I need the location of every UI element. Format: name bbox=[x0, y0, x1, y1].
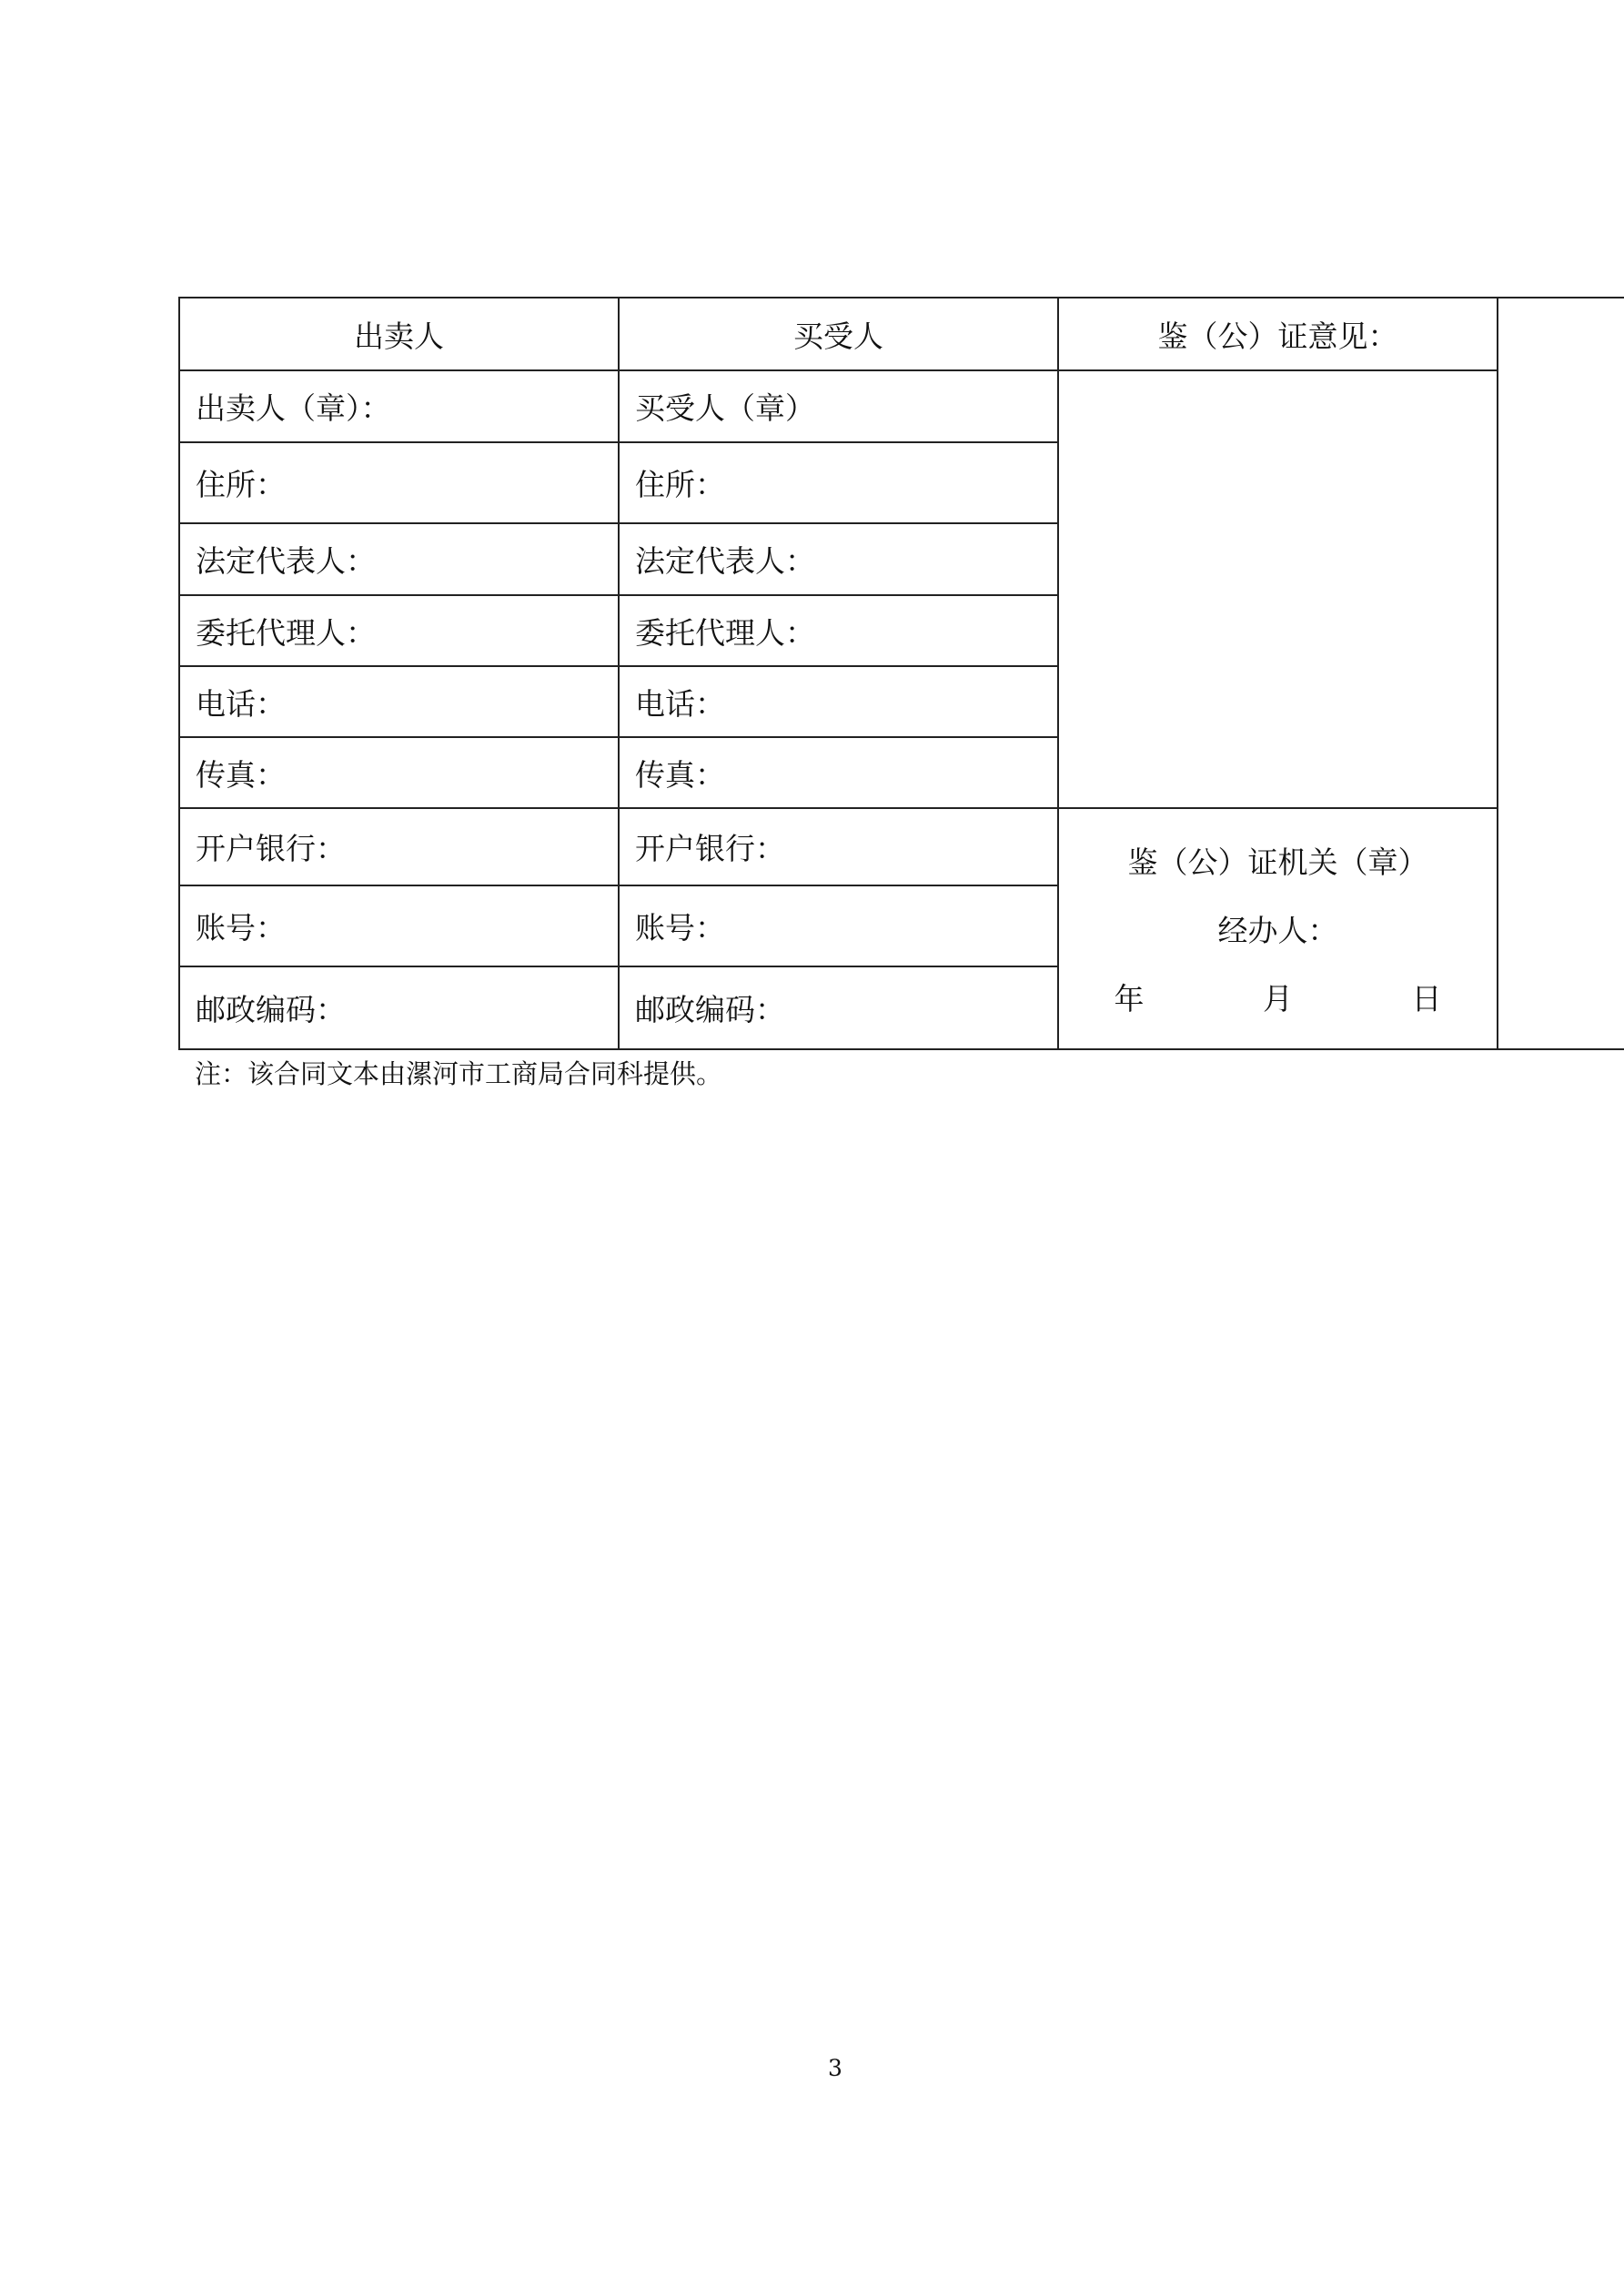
notary-agency-cell bbox=[1058, 808, 1498, 1049]
notary-opinion-area bbox=[1058, 370, 1498, 808]
table-row bbox=[179, 370, 1624, 442]
seller-agent-field: 委托代理人： bbox=[179, 595, 619, 666]
notary-agency-seal-label: 鉴（公）证机关（章） bbox=[1127, 845, 1428, 880]
month-label: 月 bbox=[1263, 981, 1293, 1017]
seller-phone-field: 电话： bbox=[179, 666, 619, 737]
seller-seal-field: 出卖人（章）： bbox=[179, 370, 619, 442]
buyer-account-field: 账号： bbox=[619, 885, 1058, 966]
handler-label: 经办人： bbox=[1217, 913, 1338, 948]
buyer-column-header: 买受人 bbox=[619, 298, 1058, 370]
page-number: 3 bbox=[828, 2055, 842, 2081]
buyer-phone-field: 电话： bbox=[619, 666, 1058, 737]
day-label: 日 bbox=[1411, 981, 1442, 1017]
buyer-legal-representative-field: 法定代表人： bbox=[619, 523, 1058, 595]
extra-column-cell bbox=[1498, 298, 1624, 1049]
buyer-postcode-field: 邮政编码： bbox=[619, 966, 1058, 1049]
seller-bank-field: 开户银行： bbox=[179, 808, 619, 885]
seller-account-field: 账号： bbox=[179, 885, 619, 966]
seller-fax-field: 传真： bbox=[179, 737, 619, 808]
notary-opinion-header: 鉴（公）证意见： bbox=[1058, 298, 1498, 370]
date-line bbox=[1115, 976, 1442, 1018]
seller-column-header: 出卖人 bbox=[179, 298, 619, 370]
table-row bbox=[179, 808, 1624, 885]
seller-legal-representative-field: 法定代表人： bbox=[179, 523, 619, 595]
buyer-seal-field: 买受人（章） bbox=[619, 370, 1058, 442]
footnote: 注：该合同文本由漯河市工商局合同科提供。 bbox=[195, 1058, 723, 1089]
seller-postcode-field: 邮政编码： bbox=[179, 966, 619, 1049]
buyer-agent-field: 委托代理人： bbox=[619, 595, 1058, 666]
buyer-fax-field: 传真： bbox=[619, 737, 1058, 808]
buyer-bank-field: 开户银行： bbox=[619, 808, 1058, 885]
year-label: 年 bbox=[1114, 981, 1145, 1017]
contract-signature-table bbox=[178, 297, 1624, 1050]
buyer-address-field: 住所： bbox=[619, 442, 1058, 523]
seller-address-field: 住所： bbox=[179, 442, 619, 523]
table-header-row bbox=[179, 298, 1624, 370]
